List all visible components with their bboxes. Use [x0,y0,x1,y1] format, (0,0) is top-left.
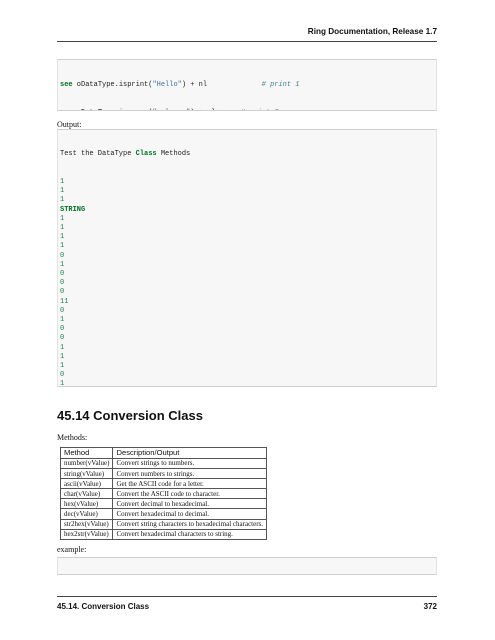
output-line: 1 [60,343,65,352]
output-line: 1 [60,196,65,205]
code-line [60,109,434,111]
column-header-method: Method [61,448,113,459]
table-row [61,489,267,499]
running-header [57,27,437,42]
table-row [61,499,267,509]
table-row [61,469,267,479]
table-row [61,519,267,529]
output-block [57,129,437,387]
output-line: STRING [60,205,86,214]
output-line: 1 [60,233,65,242]
output-line: 1 [60,380,65,387]
output-line: 1 [60,242,65,251]
page-number: 372 [423,602,437,611]
code-block-example [57,557,437,575]
table-row [61,479,267,489]
footer-section: 45.14. Conversion Class [57,602,150,611]
table-header-row [61,448,267,459]
methods-table [60,447,267,540]
description-cell: Convert string characters to hexadecimal characters. [113,519,267,529]
methods-table-body [61,459,267,540]
description-cell: Convert the ASCII code to character. [113,489,267,499]
output-line: 1 [60,362,65,371]
code-line: see oDataType.isprint("Hello") + nl # print 1 [60,81,300,90]
table-row [61,529,267,539]
output-line: 1 [60,260,65,269]
description-cell: Convert hexadecimal to decimal. [113,509,267,519]
method-cell: hex(vValue) [61,499,113,509]
method-cell: ascii(vValue) [61,479,113,489]
output-line: 1 [60,316,65,325]
output-line: 0 [60,288,65,297]
method-cell: str2hex(vValue) [61,519,113,529]
example-label: example: [57,545,87,554]
output-line: 0 [60,251,65,260]
method-cell: number(vValue) [61,459,113,469]
running-footer [57,596,437,612]
output-line: 1 [60,224,65,233]
methods-label: Methods: [57,433,88,442]
method-cell: hex2str(vValue) [61,529,113,539]
output-values [60,178,434,387]
output-label: Output: [57,120,82,129]
column-header-description: Description/Output [113,448,267,459]
description-cell: Convert decimal to hexadecimal. [113,499,267,509]
output-line: 1 [60,352,65,361]
code-block-datatype-methods [57,59,437,111]
output-line: 1 [60,187,65,196]
method-cell: dec(vValue) [61,509,113,519]
table-row [61,459,267,469]
method-cell: string(vValue) [61,469,113,479]
output-line: 0 [60,279,65,288]
output-line: 0 [60,334,65,343]
output-line: 0 [60,270,65,279]
output-line: 0 [60,325,65,334]
output-line: 1 [60,214,65,223]
output-line: 11 [60,297,69,306]
section-heading: 45.14 Conversion Class [57,408,203,423]
output-line: Test the DataType Class Methods [60,150,191,159]
output-line: 0 [60,306,65,315]
document-title: Ring Documentation, Release 1.7 [307,27,437,36]
table-row [61,509,267,519]
description-cell: Get the ASCII code for a letter. [113,479,267,489]
output-line: 1 [60,178,65,187]
method-cell: char(vValue) [61,489,113,499]
description-cell: Convert strings to numbers. [113,459,267,469]
output-line: 0 [60,371,65,380]
description-cell: Convert hexadecimal characters to string. [113,529,267,539]
description-cell: Convert numbers to strings. [113,469,267,479]
